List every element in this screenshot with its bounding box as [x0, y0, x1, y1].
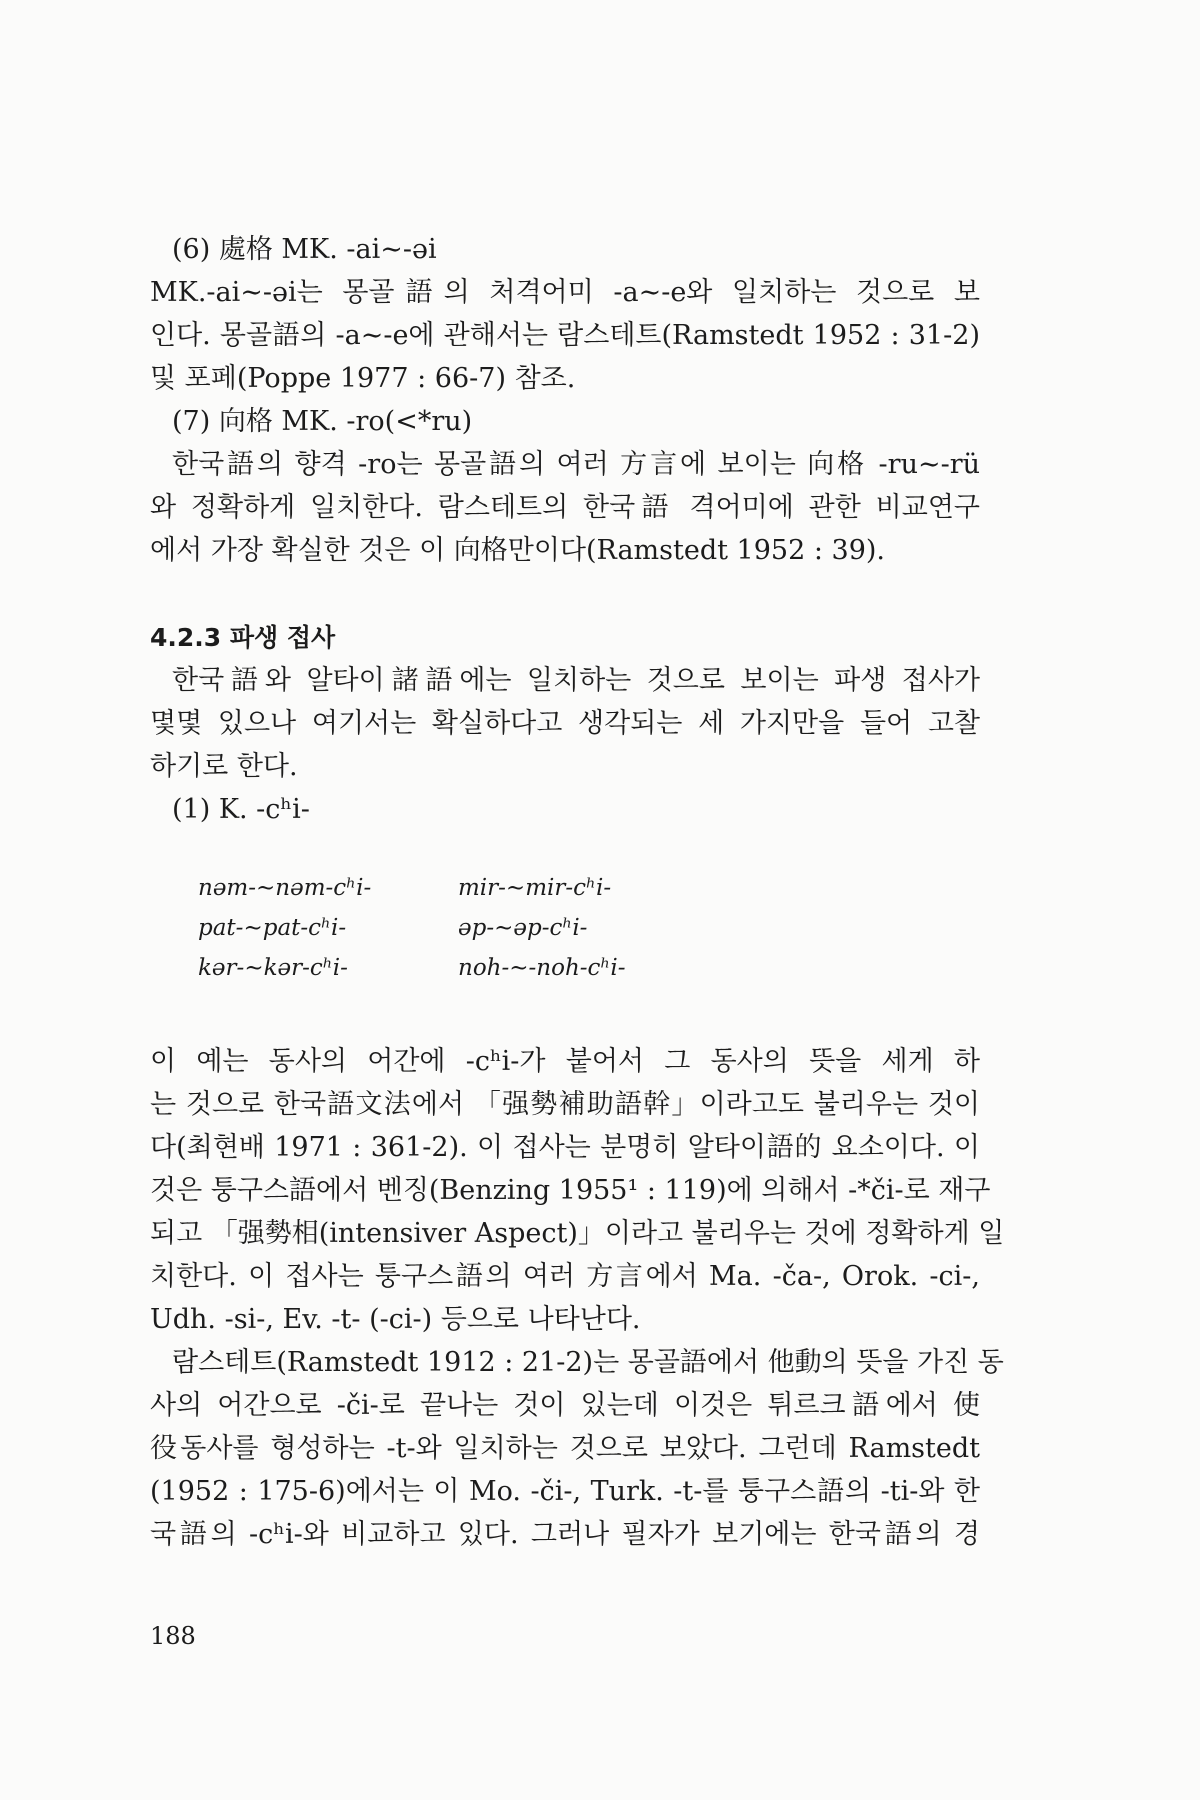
- text-line: 인다. 몽골語의 -a∼-e에 관해서는 람스테트(Ramstedt 1952 : 31-2): [150, 320, 980, 351]
- text-line: 람스테트(Ramstedt 1912 : 21-2)는 몽골語에서 他動의 뜻을 가진 동: [172, 1347, 1004, 1378]
- example-row: [198, 908, 718, 948]
- section-derivational-affixes: [150, 616, 980, 831]
- example-row: [198, 948, 718, 988]
- text-line: MK.-ai∼-əi는 몽골語의 처격어미 -a∼-e와 일치하는 것으로 보: [150, 277, 980, 308]
- text-line: 사의 어간으로 -či-로 끝나는 것이 있는데 이것은 튀르크語에서 使: [150, 1390, 980, 1421]
- text-line: 국語의 -cʰi-와 비교하고 있다. 그러나 필자가 보기에는 한국語의 경: [150, 1519, 980, 1550]
- text-line: (7) 向格 MK. -ro(<*ru): [172, 406, 473, 437]
- section-heading: 4.2.3 파생 접사: [150, 623, 336, 652]
- text-line: 役동사를 형성하는 -t-와 일치하는 것으로 보았다. 그런데 Ramstedt: [150, 1433, 980, 1464]
- text-line: 몇몇 있으나 여기서는 확실하다고 생각되는 세 가지만을 들어 고찰: [150, 708, 980, 739]
- paragraph-chi-suffix: [150, 1040, 1005, 1556]
- text-line: 것은 퉁구스語에서 벤징(Benzing 1955¹ : 119)에 의해서 -*či-로 재구: [150, 1175, 991, 1206]
- text-line: 치한다. 이 접사는 퉁구스語의 여러 方言에서 Ma. -ča-, Orok. -ci-,: [150, 1261, 980, 1292]
- example-word: noh-∼-noh-cʰi-: [458, 955, 626, 981]
- example-word-list: [198, 868, 718, 988]
- paragraph-case-endings: [150, 228, 980, 572]
- text-line: Udh. -si-, Ev. -t- (-ci-) 등으로 나타난다.: [150, 1304, 641, 1335]
- text-line: 한국語의 향격 -ro는 몽골語의 여러 方言에 보이는 向格 -ru∼-rü: [172, 449, 980, 480]
- page-number: 188: [150, 1622, 196, 1650]
- text-line: 는 것으로 한국語文法에서 「强勢補助語幹」이라고도 불리우는 것이: [150, 1089, 980, 1120]
- example-row: [198, 868, 718, 908]
- text-line: (1952 : 175-6)에서는 이 Mo. -či-, Turk. -t-를 퉁구스語의 -ti-와 한: [150, 1476, 980, 1507]
- example-word: nəm-∼nəm-cʰi-: [198, 875, 372, 901]
- text-line: 되고 「强勢相(intensiver Aspect)」이라고 불리우는 것에 정확하게 일: [150, 1218, 1005, 1249]
- text-line: (6) 處格 MK. -ai∼-əi: [172, 234, 437, 265]
- text-line: 다(최현배 1971 : 361-2). 이 접사는 분명히 알타이語的 요소이다. 이: [150, 1132, 980, 1163]
- text-line: 하기로 한다.: [150, 751, 298, 782]
- example-word: kər-∼kər-cʰi-: [198, 955, 348, 981]
- text-line: 와 정확하게 일치한다. 람스테트의 한국語 격어미에 관한 비교연구: [150, 492, 980, 523]
- example-word: mir-∼mir-cʰi-: [458, 875, 612, 901]
- text-line: (1) K. -cʰi-: [172, 794, 310, 825]
- example-word: pat-∼pat-cʰi-: [198, 915, 347, 941]
- example-word: əp-∼əp-cʰi-: [458, 915, 588, 941]
- text-line: 한국語와 알타이諸語에는 일치하는 것으로 보이는 파생 접사가: [172, 665, 980, 696]
- text-line: 이 예는 동사의 어간에 -cʰi-가 붙어서 그 동사의 뜻을 세게 하: [150, 1046, 980, 1077]
- text-line: 및 포페(Poppe 1977 : 66-7) 참조.: [150, 363, 576, 394]
- text-line: 에서 가장 확실한 것은 이 向格만이다(Ramstedt 1952 : 39).: [150, 535, 886, 566]
